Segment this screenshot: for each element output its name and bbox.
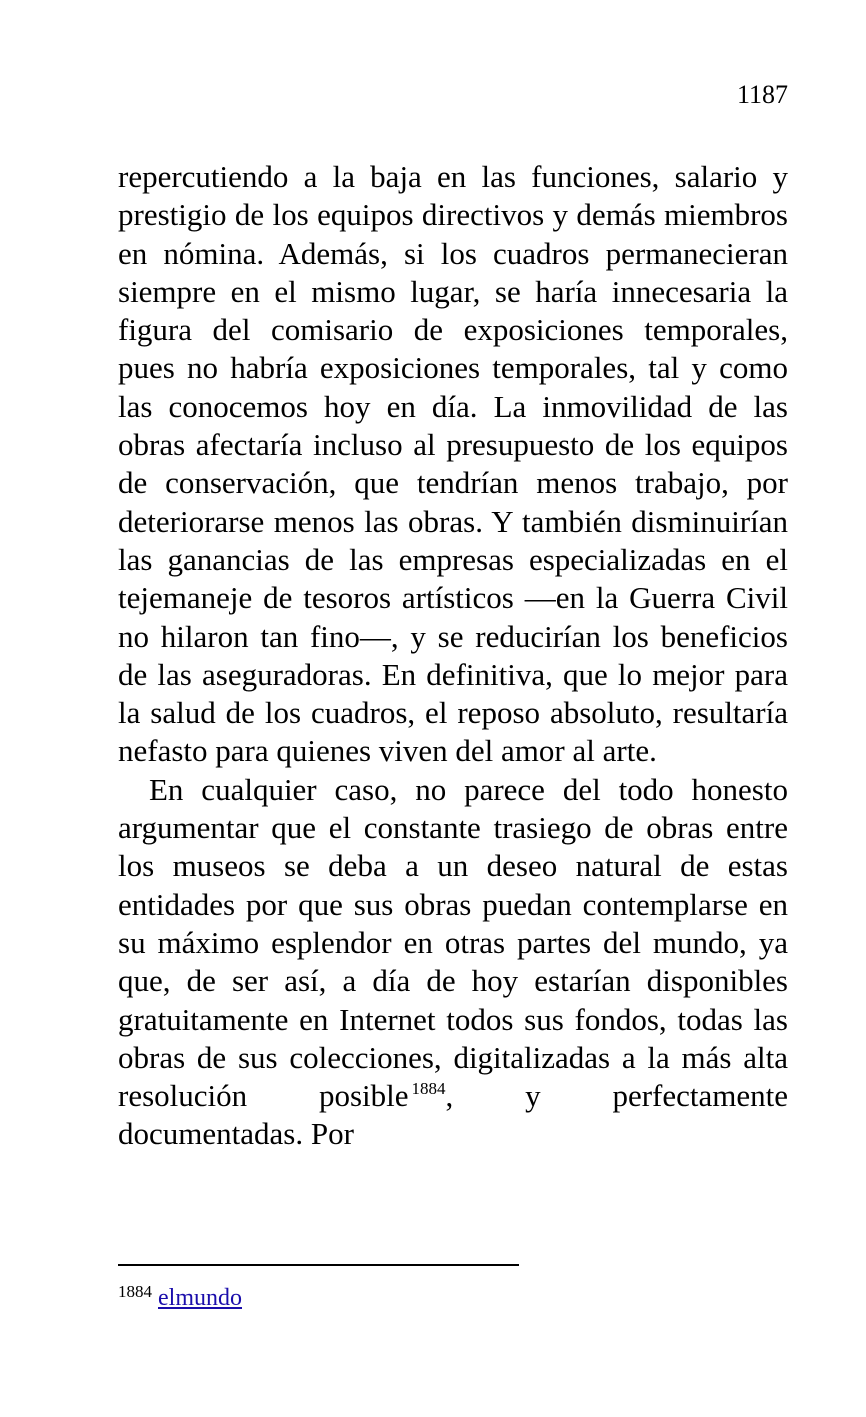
footnote-link[interactable]: elmundo xyxy=(158,1285,242,1311)
paragraph-1: repercutiendo a la baja en las funciones, salario y prestigio de los equipos directivos y demás miembros en nómina. Además, si los cuadros permanecieran siempre en el mismo lugar, se haría innecesaria la figura del comisario de exposiciones temporales, pues no habría exposiciones temporales, tal y como las conocemos hoy en día. La inmovilidad de las obras afectaría incluso al presupuesto de los equipos de conservación, que tendrían menos trabajo, por deteriorarse menos las obras. Y también disminuirían las ganancias de las empresas especializadas en el tejemaneje de tesoros artísticos —en la Guerra Civil no hilaron tan fino—, y se reducirían los beneficios de las aseguradoras. En definitiva, que lo mejor para la salud de los cuadros, el reposo absoluto, resultaría nefasto para quienes viven del amor al arte. xyxy=(118,159,788,769)
paragraph-2 xyxy=(118,771,788,1154)
footnote xyxy=(118,1283,242,1313)
page-number: 1187 xyxy=(736,80,788,109)
footnote-reference[interactable]: 1884 xyxy=(411,1079,446,1099)
footnote-number: 1884 xyxy=(118,1282,152,1301)
paragraph-2-text: En cualquier caso, no parece del todo honesto argumentar que el constante trasiego de obras entre los museos se deba a un deseo natural de estas entidades por que sus obras puedan contemplarse en su máximo esplendor en otras partes del mundo, ya que, de ser así, a día de hoy estarían disponibles gratuitamente en Internet todos sus fondos, todas las obras de sus colecciones, digitalizadas a la más alta resolución posible xyxy=(118,771,788,1114)
paragraph-2-continuation: , y perfectamente documentadas. Por xyxy=(118,1078,788,1152)
footnote-separator xyxy=(118,1264,519,1266)
body-text xyxy=(118,158,788,1154)
